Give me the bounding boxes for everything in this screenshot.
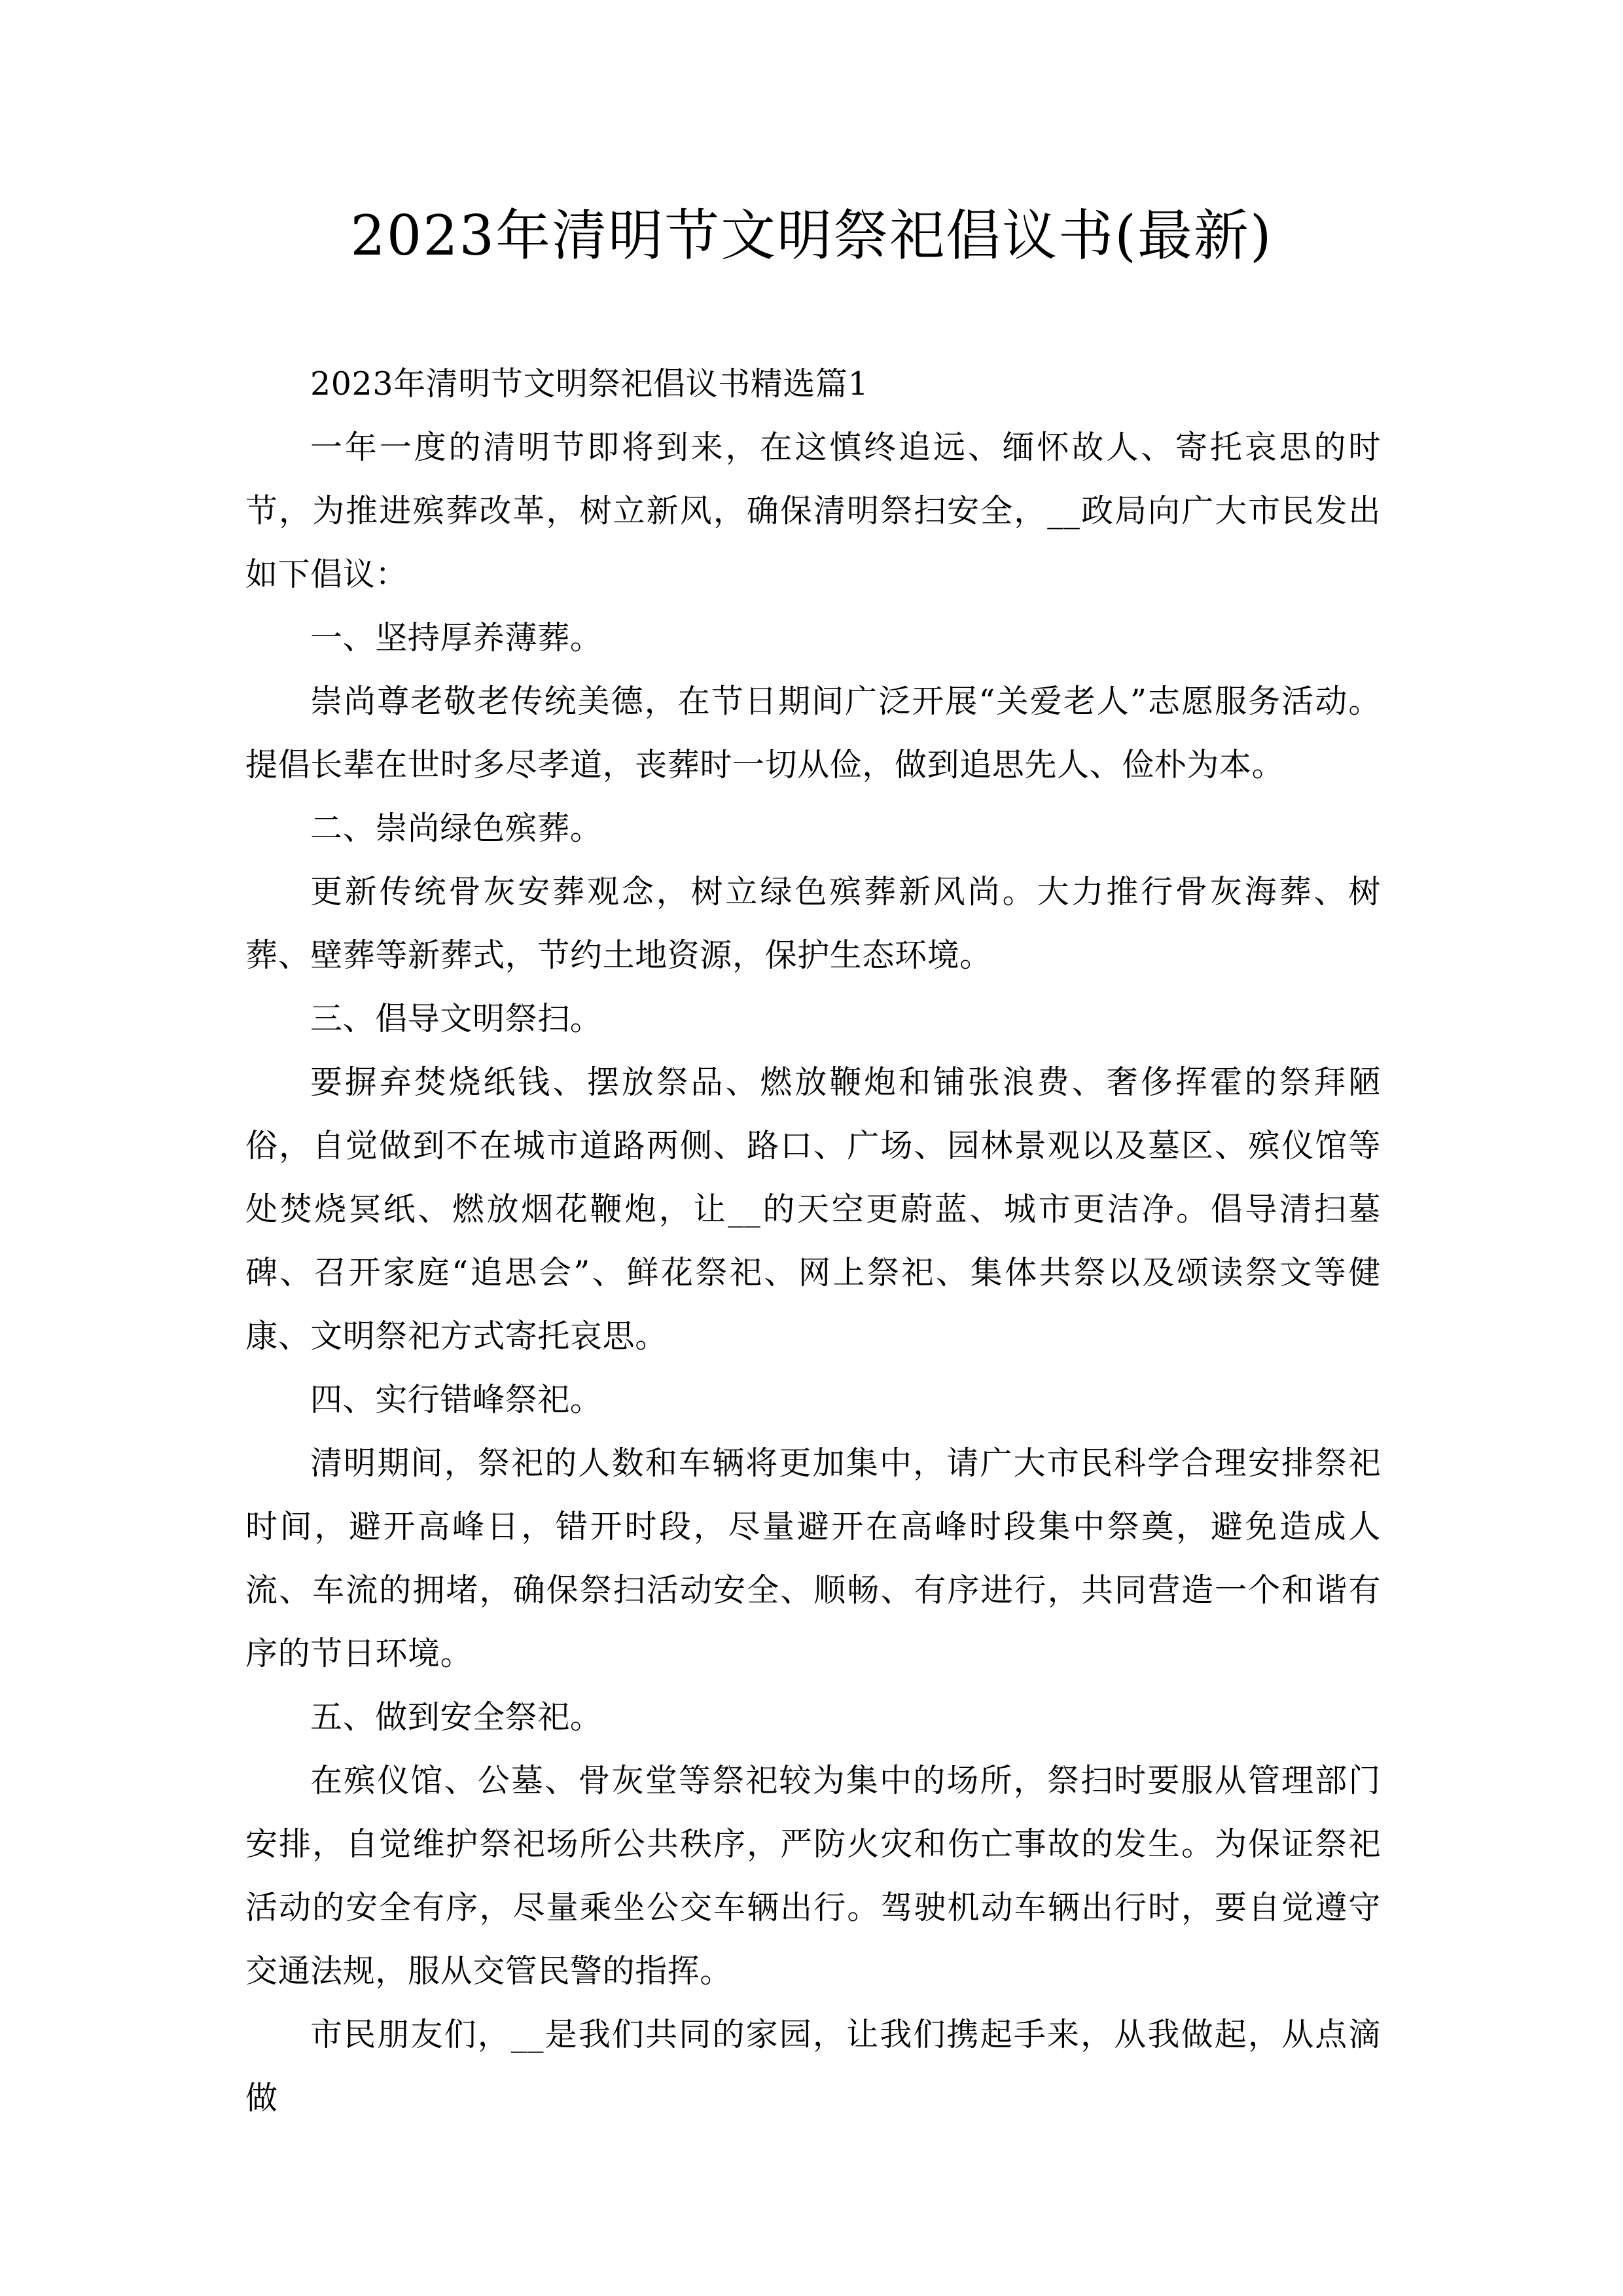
closing-paragraph: 市民朋友们，__是我们共同的家园，让我们携起手来，从我做起，从点滴做 — [245, 2016, 1381, 2117]
intro-paragraph: 一年一度的清明节即将到来，在这慎终追远、缅怀故人、寄托哀思的时节，为推进殡葬改革，树立新风，确保清明祭扫安全，__政局向广大市民发出如下倡议： — [245, 429, 1381, 593]
section-body-1: 崇尚尊老敬老传统美德，在节日期间广泛开展“关爱老人”志愿服务活动。提倡长辈在世时多尽孝道，丧葬时一切从俭，做到追思先人、俭朴为本。 — [245, 683, 1381, 783]
section-subtitle: 2023年清明节文明祭祀倡议书精选篇1 — [310, 365, 869, 403]
section-heading-2: 二、崇尚绿色殡葬。 — [310, 810, 603, 847]
document-title: 2023年清明节文明祭祀倡议书(最新) — [350, 204, 1273, 268]
section-body-5: 在殡仪馆、公墓、骨灰堂等祭祀较为集中的场所，祭扫时要服从管理部门安排，自觉维护祭祀场所公共秩序，严防火灾和伤亡事故的发生。为保证祭祀活动的安全有序，尽量乘坐公交车辆出行。驾驶机动车辆出行时，要自觉遵守交通法规，服从交管民警的指挥。 — [245, 1762, 1381, 1990]
section-body-3: 要摒弃焚烧纸钱、摆放祭品、燃放鞭炮和铺张浪费、奢侈挥霍的祭拜陋俗，自觉做到不在城市道路两侧、路口、广场、园林景观以及墓区、殡仪馆等处焚烧冥纸、燃放烟花鞭炮，让__的天空更蔚蓝、城市更洁净。倡导清扫墓碑、召开家庭“追思会”、鲜花祭祀、网上祭祀、集体共祭以及颂读祭文等健康、文明祭祀方式寄托哀思。 — [245, 1064, 1381, 1355]
section-body-4: 清明期间，祭祀的人数和车辆将更加集中，请广大市民科学合理安排祭祀时间，避开高峰日，错开时段，尽量避开在高峰时段集中祭奠，避免造成人流、车流的拥堵，确保祭扫活动安全、顺畅、有序进行，共同营造一个和谐有序的节日环境。 — [245, 1444, 1381, 1672]
section-heading-4: 四、实行错峰祭祀。 — [310, 1381, 603, 1418]
document-body — [245, 352, 1381, 2130]
section-body-2: 更新传统骨灰安葬观念，树立绿色殡葬新风尚。大力推行骨灰海葬、树葬、壁葬等新葬式，节约土地资源，保护生态环境。 — [245, 873, 1381, 974]
section-heading-5: 五、做到安全祭祀。 — [310, 1698, 603, 1736]
section-heading-3: 三、倡导文明祭扫。 — [310, 1000, 603, 1037]
section-heading-1: 一、坚持厚养薄葬。 — [310, 619, 603, 656]
